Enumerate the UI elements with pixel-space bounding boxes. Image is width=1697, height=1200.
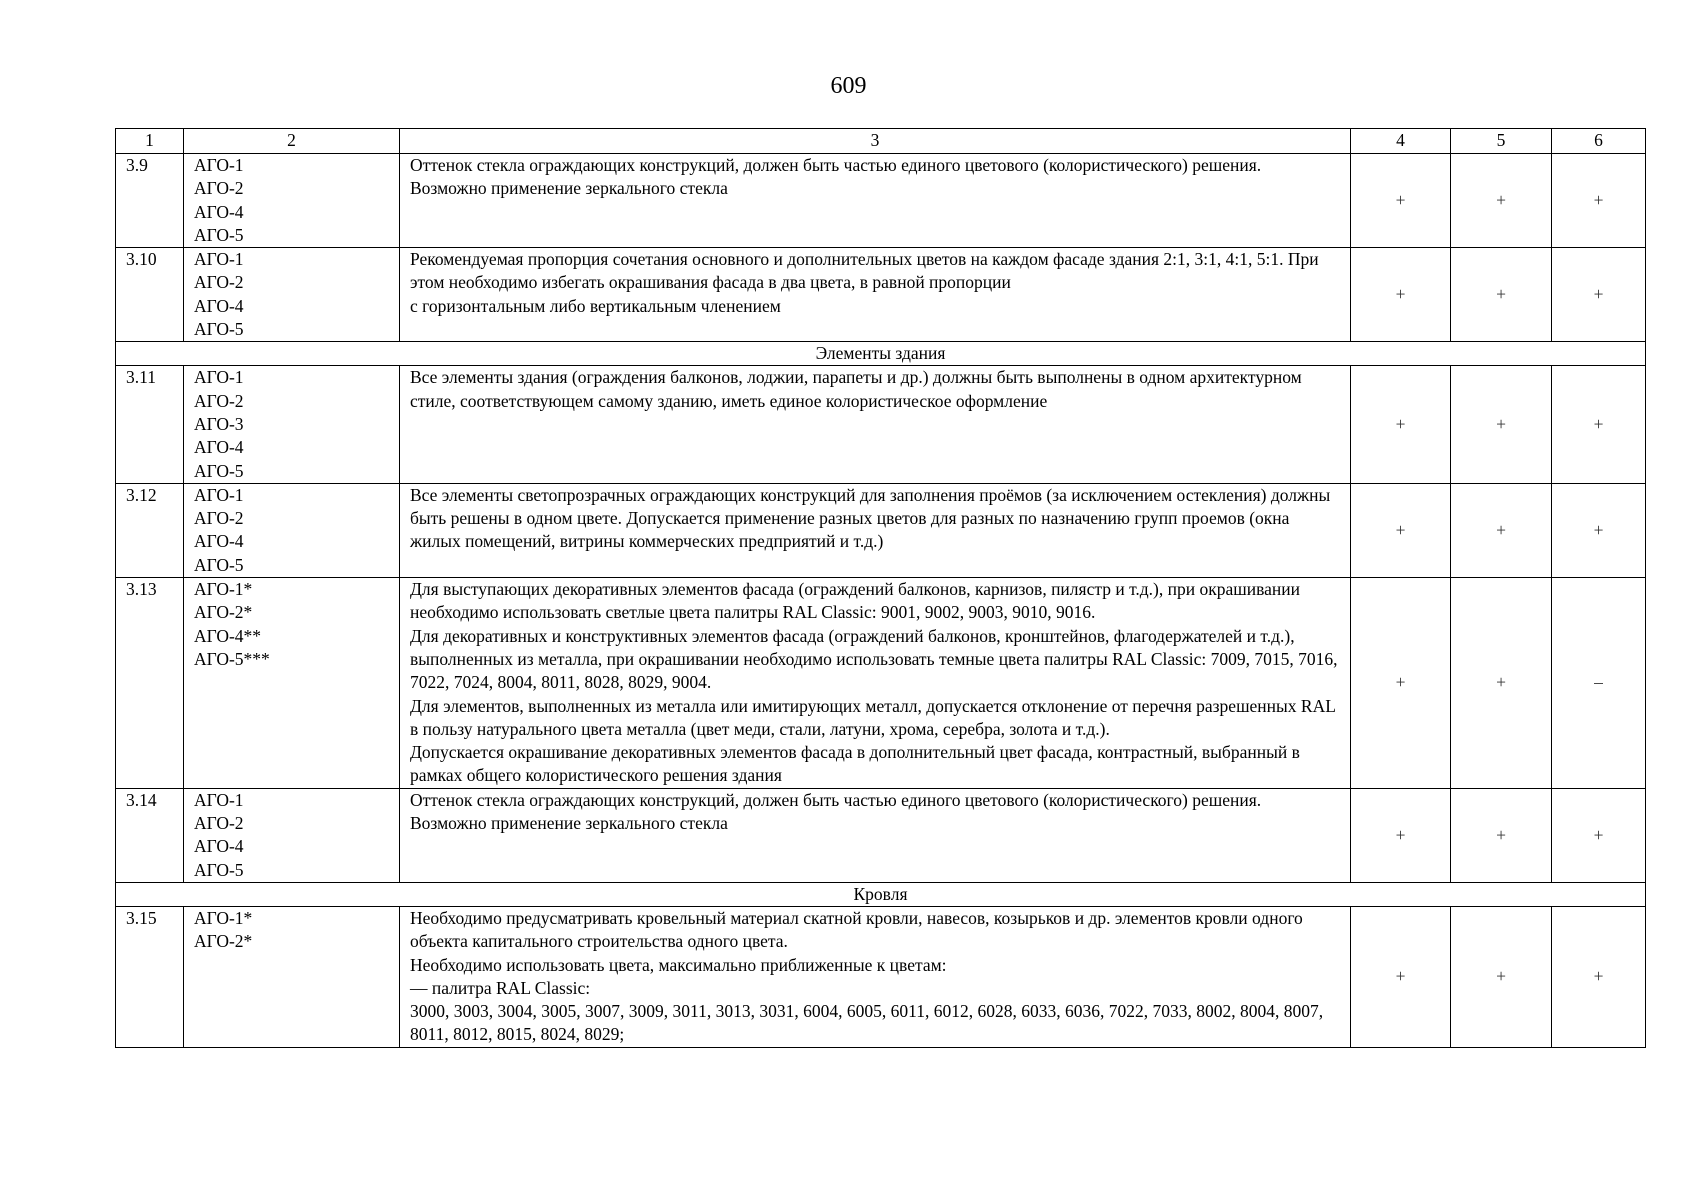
- table-row: [116, 154, 1646, 248]
- table-row: [116, 483, 1646, 577]
- item-number: 3.11: [116, 366, 184, 483]
- zone-codes: АГО-1* АГО-2* АГО-4** АГО-5***: [184, 578, 400, 789]
- item-number: 3.13: [116, 578, 184, 789]
- requirement-text: Все элементы светопрозрачных ограждающих конструкций для заполнения проёмов (за исключением остекления) должны быть решены в одном цвете. Допускается применение разных цветов для разных по назначению групп проемов (окна жилых помещений, витрины коммерческих предприятий и т.д.): [400, 483, 1351, 577]
- applicability-mark: +: [1552, 248, 1646, 342]
- requirement-text: Все элементы здания (ограждения балконов, лоджии, парапеты и др.) должны быть выполнены в одном архитектурном стиле, соответствующем самому зданию, иметь единое колористическое оформление: [400, 366, 1351, 483]
- applicability-mark: +: [1552, 788, 1646, 882]
- applicability-mark: +: [1552, 366, 1646, 483]
- table-row: [116, 788, 1646, 882]
- applicability-mark: +: [1552, 906, 1646, 1047]
- item-number: 3.12: [116, 483, 184, 577]
- section-heading-row: [116, 342, 1646, 366]
- applicability-mark: +: [1351, 154, 1451, 248]
- zone-codes: АГО-1* АГО-2*: [184, 906, 400, 1047]
- column-header: 1: [116, 129, 184, 154]
- section-title: Кровля: [116, 882, 1646, 906]
- applicability-mark: +: [1351, 248, 1451, 342]
- requirement-text: Необходимо предусматривать кровельный материал скатной кровли, навесов, козырьков и др. элементов кровли одного объекта капитального строительства одного цвета. Необходимо использовать цвета, максимально приближенные к цветам: — палитра RAL Classic: 3000, 3003, 3004, 3005, 3007, 3009, 3011, 3013, 3031, 6004, 6005, 6011, 6012, 6028, 6033, 6036, 7022, 7033, 8002, 8004, 8007, 8011, 8012, 8015, 8024, 8029;: [400, 906, 1351, 1047]
- item-number: 3.14: [116, 788, 184, 882]
- zone-codes: АГО-1 АГО-2 АГО-3 АГО-4 АГО-5: [184, 366, 400, 483]
- item-number: 3.15: [116, 906, 184, 1047]
- column-header: 2: [184, 129, 400, 154]
- applicability-mark: +: [1552, 154, 1646, 248]
- applicability-mark: +: [1351, 366, 1451, 483]
- zone-codes: АГО-1 АГО-2 АГО-4 АГО-5: [184, 483, 400, 577]
- zone-codes: АГО-1 АГО-2 АГО-4 АГО-5: [184, 248, 400, 342]
- applicability-mark: +: [1451, 483, 1552, 577]
- applicability-mark: +: [1451, 248, 1552, 342]
- table-row: [116, 906, 1646, 1047]
- zone-codes: АГО-1 АГО-2 АГО-4 АГО-5: [184, 788, 400, 882]
- column-number-row: [116, 129, 1646, 154]
- section-title: Элементы здания: [116, 342, 1646, 366]
- table-row: [116, 578, 1646, 789]
- table-row: [116, 366, 1646, 483]
- requirement-text: Оттенок стекла ограждающих конструкций, должен быть частью единого цветового (колористического) решения. Возможно применение зеркального стекла: [400, 788, 1351, 882]
- column-header: 6: [1552, 129, 1646, 154]
- requirement-text: Оттенок стекла ограждающих конструкций, должен быть частью единого цветового (колористического) решения. Возможно применение зеркального стекла: [400, 154, 1351, 248]
- requirement-text: Рекомендуемая пропорция сочетания основного и дополнительных цветов на каждом фасаде здания 2:1, 3:1, 4:1, 5:1. При этом необходимо избегать окрашивания фасада в два цвета, в равной пропорции с горизонтальным либо вертикальным членением: [400, 248, 1351, 342]
- applicability-mark: +: [1351, 788, 1451, 882]
- table-body: [116, 129, 1646, 1048]
- item-number: 3.10: [116, 248, 184, 342]
- zone-codes: АГО-1 АГО-2 АГО-4 АГО-5: [184, 154, 400, 248]
- applicability-mark: +: [1451, 366, 1552, 483]
- applicability-mark: +: [1351, 578, 1451, 789]
- item-number: 3.9: [116, 154, 184, 248]
- applicability-mark: +: [1351, 906, 1451, 1047]
- applicability-mark: +: [1451, 906, 1552, 1047]
- applicability-mark: –: [1552, 578, 1646, 789]
- section-heading-row: [116, 882, 1646, 906]
- column-header: 3: [400, 129, 1351, 154]
- page-number: 609: [830, 73, 867, 99]
- requirements-table: [115, 128, 1646, 1048]
- table-row: [116, 248, 1646, 342]
- applicability-mark: +: [1451, 788, 1552, 882]
- column-header: 4: [1351, 129, 1451, 154]
- column-header: 5: [1451, 129, 1552, 154]
- applicability-mark: +: [1451, 578, 1552, 789]
- applicability-mark: +: [1552, 483, 1646, 577]
- requirement-text: Для выступающих декоративных элементов фасада (ограждений балконов, карнизов, пилястр и т.д.), при окрашивании необходимо использовать светлые цвета палитры RAL Classic: 9001, 9002, 9003, 9010, 9016. Для декоративных и конструктивных элементов фасада (ограждений балконов, кронштейнов, флагодержателей и т.д.), выполненных из металла, при окрашивании необходимо использовать темные цвета палитры RAL Classic: 7009, 7015, 7016, 7022, 7024, 8004, 8011, 8028, 8029, 9004. Для элементов, выполненных из металла или имитирующих металл, допускается отклонение от перечня разрешенных RAL в пользу натурального цвета металла (цвет меди, стали, латуни, хрома, серебра, золота и т.д.). Допускается окрашивание декоративных элементов фасада в дополнительный цвет фасада, контрастный, выбранный в рамках общего колористического решения здания: [400, 578, 1351, 789]
- applicability-mark: +: [1451, 154, 1552, 248]
- applicability-mark: +: [1351, 483, 1451, 577]
